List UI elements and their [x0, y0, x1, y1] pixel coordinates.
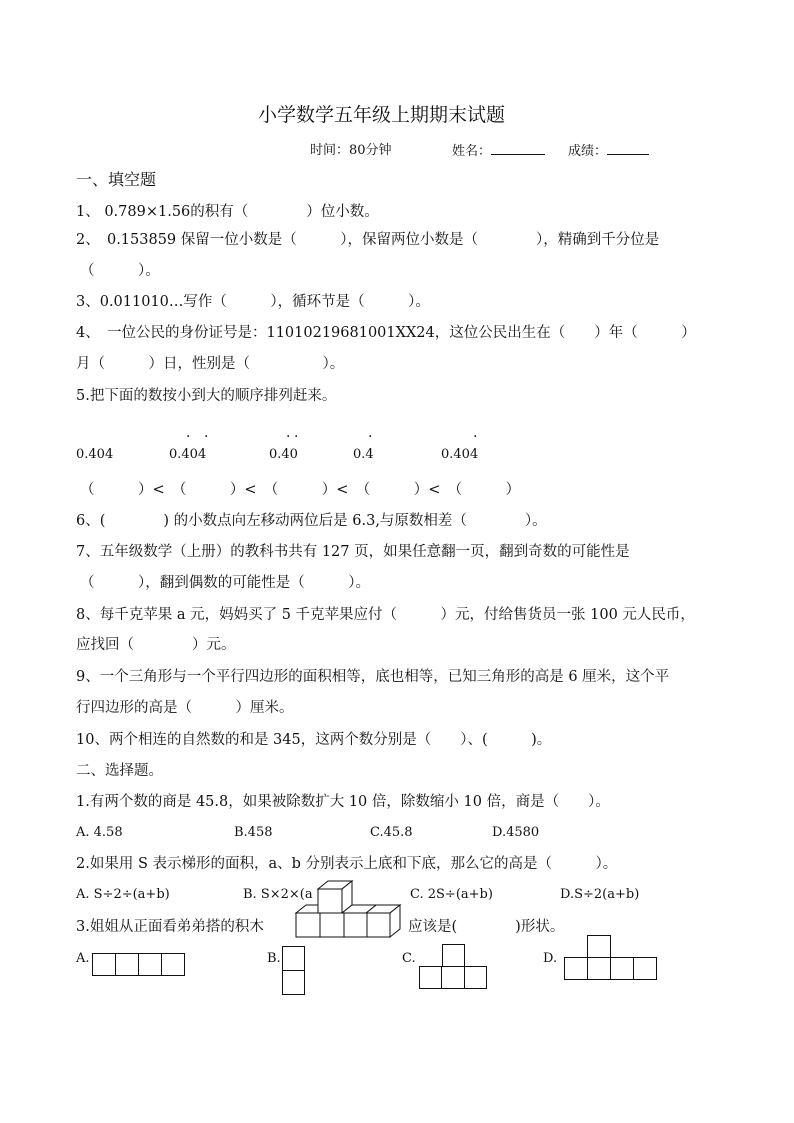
option-d-square — [610, 957, 634, 980]
option-c-square — [442, 944, 465, 967]
section-heading-choice: 二、选择题。 — [76, 763, 163, 779]
time-label: 时间：80分钟 — [310, 143, 392, 158]
recurring-dot: · — [204, 429, 209, 445]
q2-1-option-b: B.458 — [234, 825, 273, 840]
q5-number-1: 0.404 — [76, 447, 114, 462]
block-structure-figure — [294, 877, 404, 939]
question-1-7-line1: 7、五年级数学（上册）的教科书共有 127 页，如果任意翻一页，翻到奇数的可能性是 — [76, 544, 630, 560]
q2-1-option-a: A. 4.58 — [76, 825, 123, 840]
question-2-3-part2: 应该是( )形状。 — [408, 919, 565, 935]
question-1-8-line2: 应找回（ ）元。 — [76, 637, 236, 653]
question-1-5: 5.把下面的数按小到大的顺序排列赶来。 — [76, 388, 337, 404]
option-d-square — [587, 935, 611, 958]
option-a-square — [161, 953, 185, 976]
recurring-dot: · — [473, 429, 478, 445]
q2-3-option-c-label: C. — [402, 951, 416, 966]
question-2-2: 2.如果用 S 表示梯形的面积，a、b 分别表示上底和下底，那么它的高是（ ）。 — [76, 856, 618, 872]
question-1-8-line1: 8、每千克苹果 a 元，妈妈买了 5 千克苹果应付（ ）元，付给售货员一张 100 元人民币， — [76, 607, 695, 623]
q2-2-option-b: B. S×2×(a — [243, 887, 313, 902]
score-label: 成绩： — [568, 144, 608, 159]
q2-2-option-d: D.S÷2(a+b) — [560, 887, 640, 902]
q2-3-option-d-label: D. — [543, 951, 558, 966]
question-1-1: 1、 0.789×1.56的积有（ ）位小数。 — [76, 204, 379, 220]
q5-order-blanks: （ ）< （ ）< （ ）< （ ）< （ ） — [80, 482, 521, 498]
option-c-square — [464, 966, 487, 989]
question-1-6: 6、( ) 的小数点向左移动两位后是 6.3,与原数相差（ ）。 — [76, 513, 547, 529]
option-c-square — [441, 966, 465, 989]
q2-1-option-d: D.4580 — [492, 825, 540, 840]
question-2-1: 1.有两个数的商是 45.8，如果被除数扩大 10 倍，除数缩小 10 倍，商是（ ）。 — [76, 794, 610, 810]
score-blank — [607, 142, 649, 155]
name-label: 姓名： — [452, 144, 492, 159]
question-1-4-line1: 4、 一位公民的身份证号是：11010219681001XX24，这位公民出生在（ ）年（ ） — [76, 325, 696, 341]
question-1-3: 3、0.011010…写作（ ），循环节是（ ）。 — [76, 294, 430, 310]
option-d-square — [587, 957, 611, 980]
question-1-2-line1: 2、 0.153859 保留一位小数是（ ），保留两位小数是（ ），精确到千分位是 — [76, 232, 660, 248]
option-b-square — [282, 946, 305, 971]
question-2-3-part1: 3.姐姐从正面看弟弟搭的积木 — [76, 919, 264, 935]
option-a-square — [92, 953, 116, 976]
q2-2-option-a: A. S÷2÷(a+b) — [76, 887, 170, 902]
question-1-4-line2: 月（ ）日，性别是（ ）。 — [76, 356, 345, 372]
question-1-2-line2: （ ）。 — [80, 263, 160, 279]
q2-3-option-a-label: A. — [76, 951, 90, 966]
name-field — [452, 142, 545, 161]
name-blank — [491, 142, 545, 155]
q5-number-4: 0.4 — [353, 447, 374, 462]
option-a-square — [138, 953, 162, 976]
option-a-square — [115, 953, 139, 976]
recurring-dot: · — [286, 429, 291, 445]
option-d-square — [564, 957, 588, 980]
option-d-square — [633, 957, 657, 980]
question-1-7-line2: （ ），翻到偶数的可能性是（ ）。 — [80, 575, 370, 591]
page-title: 小学数学五年级上期期末试题 — [258, 104, 506, 126]
q5-number-3: 0.40 — [269, 447, 298, 462]
recurring-dot: · — [186, 429, 191, 445]
recurring-dot: · — [368, 429, 373, 445]
option-c-square — [419, 966, 442, 989]
recurring-dot: · — [294, 429, 299, 445]
q2-1-option-c: C.45.8 — [370, 825, 413, 840]
q2-2-option-c: C. 2S÷(a+b) — [410, 887, 493, 902]
q2-3-option-b-label: B. — [267, 951, 281, 966]
question-1-10: 10、两个相连的自然数的和是 345，这两个数分别是（ ）、( )。 — [76, 732, 552, 748]
score-field — [568, 142, 649, 161]
option-b-square — [282, 970, 305, 995]
section-heading-fill-blank: 一、填空题 — [76, 170, 157, 189]
question-1-9-line1: 9、一个三角形与一个平行四边形的面积相等，底也相等，已知三角形的高是 6 厘米，这个平 — [76, 669, 670, 685]
q5-number-5: 0.404 — [441, 447, 479, 462]
q5-number-2: 0.404 — [169, 447, 207, 462]
question-1-9-line2: 行四边形的高是（ ）厘米。 — [76, 700, 294, 716]
